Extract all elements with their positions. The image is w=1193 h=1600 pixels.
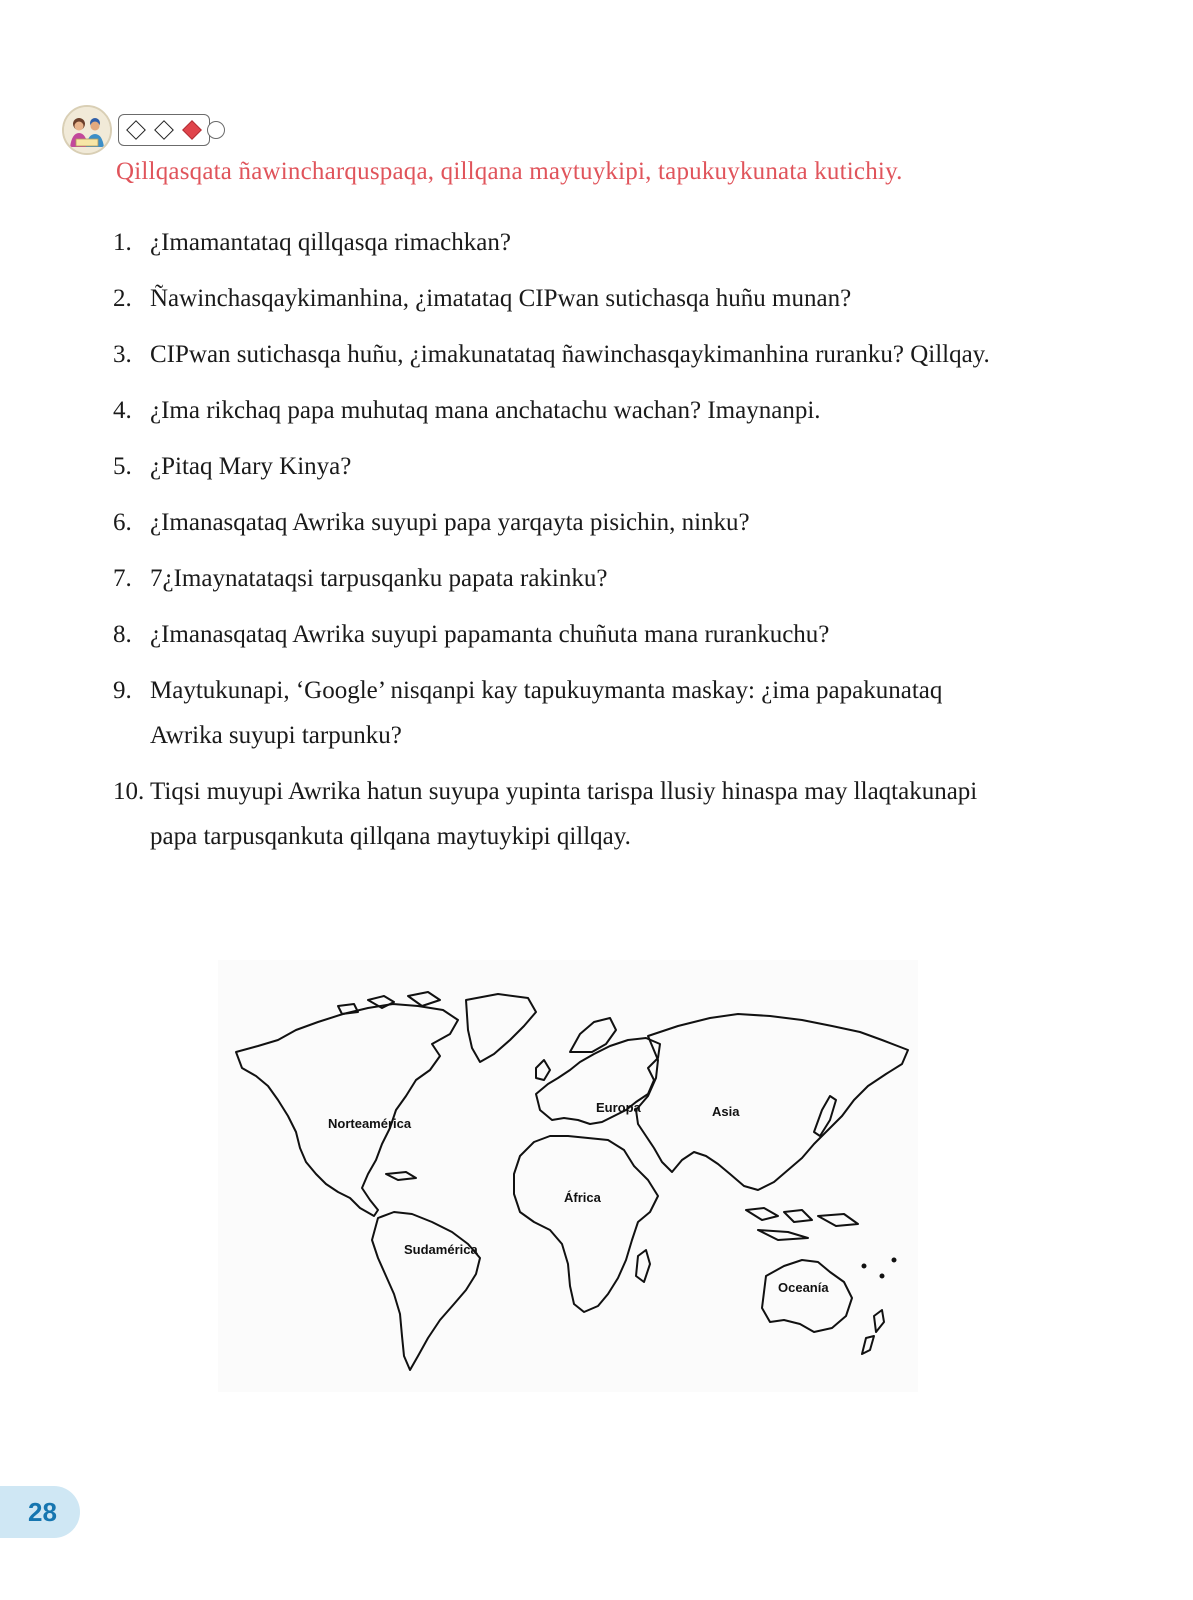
question-list xyxy=(113,220,993,870)
world-map xyxy=(218,960,918,1392)
question-text: CIPwan sutichasqa huñu, ¿imakunatataq ñawinchasqaykimanhina ruranku? Qillqay. xyxy=(150,341,990,368)
instruction-text: Qillqasqata ñawincharquspaqa, qillqana maytuykipi, tapukuykunata kutichiy. xyxy=(116,158,903,185)
question-item xyxy=(113,612,993,657)
map-label-north-america: Norteamérica xyxy=(328,1116,412,1131)
question-number: 5. xyxy=(113,453,132,480)
north-america-outline xyxy=(236,1004,458,1216)
diamond-outline-icon xyxy=(154,120,174,140)
question-text: Maytukunapi, ‘Google’ nisqanpi kay tapukuymanta maskay: ¿ima papakunataq Awrika suyupi tarpunku? xyxy=(150,677,943,749)
question-number: 1. xyxy=(113,229,132,256)
map-label-oceania: Oceanía xyxy=(778,1280,829,1295)
diamond-filled-icon xyxy=(182,120,202,140)
question-item xyxy=(113,220,993,265)
question-number: 8. xyxy=(113,621,132,648)
question-number: 6. xyxy=(113,509,132,536)
question-item xyxy=(113,556,993,601)
map-label-africa: África xyxy=(564,1190,601,1205)
activity-header xyxy=(62,104,225,156)
asia-outline xyxy=(636,1014,908,1190)
diamond-outline-icon xyxy=(126,120,146,140)
greenland-outline xyxy=(466,994,536,1062)
map-label-asia: Asia xyxy=(712,1104,740,1119)
question-item xyxy=(113,332,993,377)
question-text: ¿Imanasqataq Awrika suyupi papamanta chuñuta mana rurankuchu? xyxy=(150,621,830,648)
question-text: 7¿Imaynatataqsi tarpusqanku papata rakinku? xyxy=(150,565,608,592)
pill-tail-icon xyxy=(207,121,225,139)
question-number: 9. xyxy=(113,677,132,704)
question-text: Tiqsi muyupi Awrika hatun suyupa yupinta tarispa llusiy hinaspa may llaqtakunapi papa tarpusqankuta qillqana maytuykipi qillqay. xyxy=(150,778,978,850)
page-number-badge xyxy=(0,1486,80,1538)
difficulty-level-indicator xyxy=(118,114,210,146)
question-item xyxy=(113,668,993,758)
question-text: ¿Ima rikchaq papa muhutaq mana anchatachu wachan? Imaynanpi. xyxy=(150,397,821,424)
question-number: 4. xyxy=(113,397,132,424)
question-text: ¿Imamantataq qillqasqa rimachkan? xyxy=(150,229,511,256)
question-text: Ñawinchasqaykimanhina, ¿imatataq CIPwan sutichasqa huñu munan? xyxy=(150,285,852,312)
map-label-south-america: Sudamérica xyxy=(404,1242,478,1257)
page-number: 28 xyxy=(28,1496,57,1527)
oceania-outline xyxy=(762,1260,852,1332)
question-number: 10. xyxy=(113,778,145,805)
africa-outline xyxy=(514,1136,658,1312)
question-number: 2. xyxy=(113,285,132,312)
question-item xyxy=(113,769,993,859)
children-reading-icon xyxy=(62,105,112,155)
question-item xyxy=(113,276,993,321)
south-america-outline xyxy=(372,1212,480,1370)
question-item xyxy=(113,444,993,489)
question-item xyxy=(113,388,993,433)
question-text: ¿Imanasqataq Awrika suyupi papa yarqayta pisichin, ninku? xyxy=(150,509,750,536)
map-label-europe: Europa xyxy=(596,1100,641,1115)
question-number: 3. xyxy=(113,341,132,368)
question-item xyxy=(113,500,993,545)
question-text: ¿Pitaq Mary Kinya? xyxy=(150,453,352,480)
question-number: 7. xyxy=(113,565,132,592)
